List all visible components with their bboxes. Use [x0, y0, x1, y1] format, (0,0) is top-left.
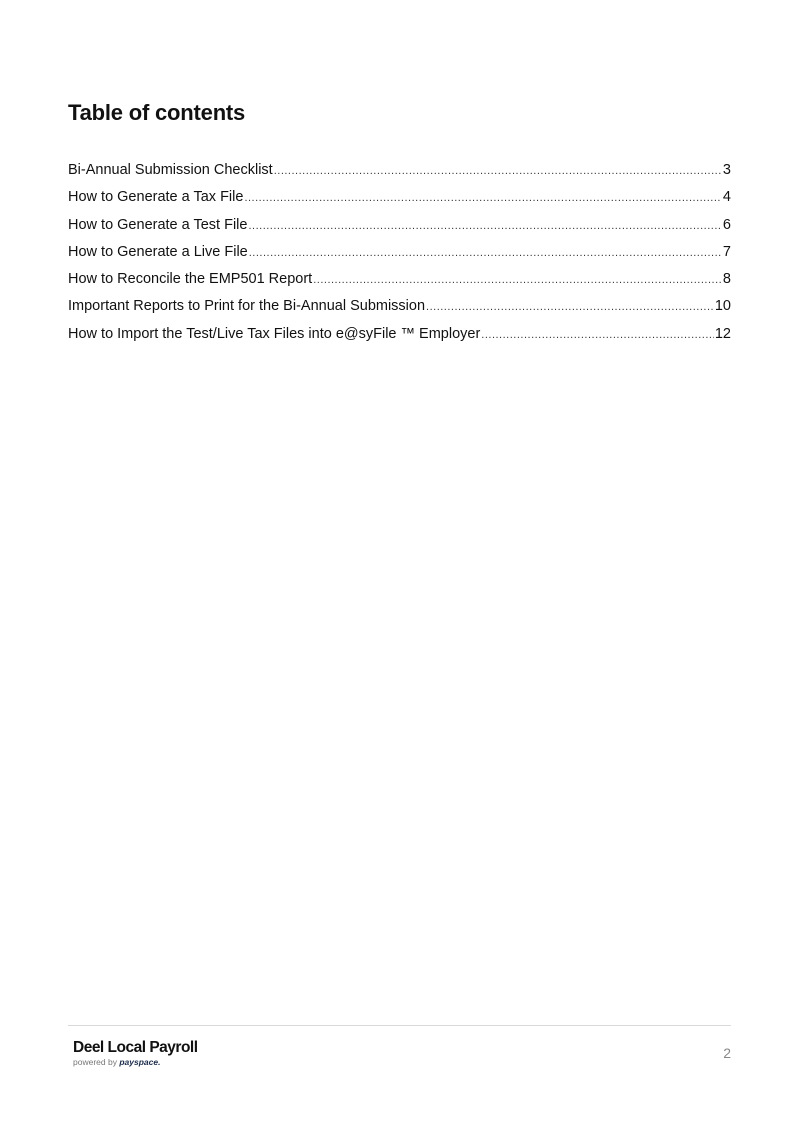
toc-entry-page: 10 [714, 298, 731, 315]
dot-leader [274, 161, 722, 181]
toc-entry[interactable] [68, 160, 731, 187]
toc-entry-page: 8 [722, 271, 731, 288]
toc-entry-page: 6 [722, 216, 731, 233]
toc-entry-title: How to Import the Test/Live Tax Files into e@syFile ™ Employer [68, 325, 481, 342]
toc-entry[interactable] [68, 187, 731, 214]
footer-divider [68, 1025, 731, 1026]
logo-tagline-prefix: powered by [73, 1057, 117, 1067]
toc-entry-title: How to Generate a Live File [68, 243, 248, 260]
toc-entry-page: 4 [722, 189, 731, 206]
toc-entry-title: How to Generate a Test File [68, 216, 248, 233]
toc-entry-title: How to Generate a Tax File [68, 189, 244, 206]
logo-partner-name: payspace. [119, 1057, 161, 1067]
dot-leader [248, 216, 721, 236]
toc-entry[interactable] [68, 242, 731, 269]
dot-leader [426, 297, 714, 317]
toc-entry-title: Important Reports to Print for the Bi-Annual Submission [68, 298, 426, 315]
page-title: Table of contents [68, 100, 246, 125]
toc-entry-title: Bi-Annual Submission Checklist [68, 162, 273, 178]
toc-entry-page: 12 [714, 325, 731, 342]
dot-leader [244, 188, 721, 208]
toc-entry-page: 7 [722, 243, 731, 260]
dot-leader [249, 243, 722, 263]
toc-entry[interactable] [68, 269, 731, 296]
dot-leader [481, 325, 714, 345]
footer-logo [73, 1039, 233, 1068]
toc-entry-title: How to Reconcile the EMP501 Report [68, 271, 313, 288]
toc-entry-page: 3 [722, 162, 731, 178]
toc-entry[interactable] [68, 324, 731, 351]
table-of-contents [68, 160, 731, 351]
logo-brand-name: Deel Local Payroll [73, 1039, 198, 1056]
toc-entry[interactable] [68, 296, 731, 323]
logo-tagline [73, 1057, 233, 1068]
dot-leader [313, 270, 722, 290]
toc-entry[interactable] [68, 215, 731, 242]
page-number: 2 [723, 1045, 731, 1061]
